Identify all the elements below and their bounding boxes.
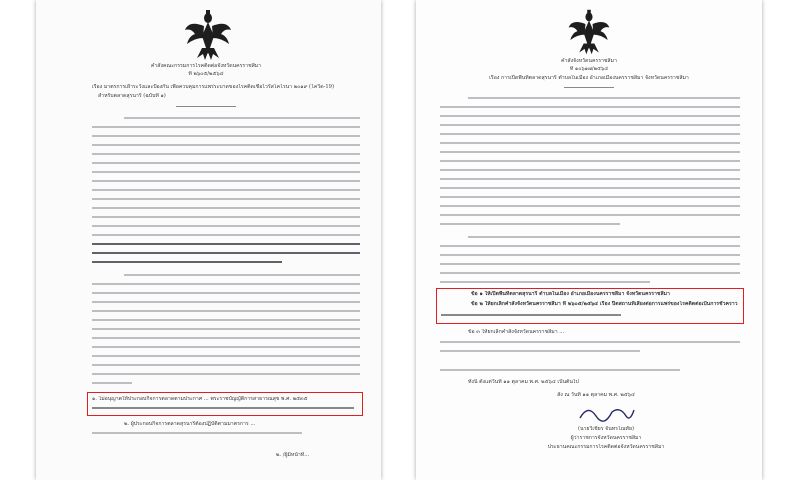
text-line	[440, 205, 740, 207]
text-line	[92, 189, 360, 191]
text-line-bold	[92, 261, 282, 263]
left-doc-number: ที่ ๒๖๐๕/๒๕๖๔	[188, 71, 224, 77]
right-doc-number: ที่ ๑๐๖๑๗/๒๕๖๔	[569, 66, 609, 72]
left-subject-line2: สำหรับตลาดสุรนารี (ฉบับที่ ๑)	[98, 93, 166, 99]
right-heading: คำสั่งจังหวัดนครราชสีมา	[561, 58, 617, 64]
text-line	[440, 115, 740, 117]
text-line	[92, 171, 360, 173]
garuda-emblem-icon	[566, 8, 612, 56]
left-heading: คำสั่งคณะกรรมการโรคติดต่อจังหวัดนครราชสีมา	[150, 63, 262, 69]
text-line	[440, 223, 620, 225]
text-line	[440, 245, 740, 247]
text-line	[440, 124, 740, 126]
left-footer-clause: ๒. ผู้ประกอบกิจการตลาดสุรนารีต้องปฏิบัติตามมาตรการ ...	[124, 421, 256, 427]
text-line	[92, 382, 132, 384]
text-line	[92, 432, 302, 434]
text-line-bold	[92, 243, 360, 245]
page-marker: ๒. /ผู้มีหน้าที่...	[276, 452, 310, 458]
separator	[176, 106, 236, 107]
text-line	[92, 292, 360, 294]
text-line	[440, 178, 740, 180]
text-line	[440, 187, 740, 189]
text-line	[92, 180, 360, 182]
text-line	[92, 301, 360, 303]
text-line	[440, 350, 640, 352]
text-line	[92, 207, 360, 209]
signer-role: ประธานคณะกรรมการโรคติดต่อจังหวัดนครราชสีมา	[547, 444, 665, 450]
highlight-clause: ๑. ไม่อนุญาตให้ประกอบกิจการตลาดตามประกาศ ... พระราชบัญญัติการสาธารณสุข พ.ศ. ๒๕๓๕	[92, 396, 308, 402]
text-line-bold	[92, 252, 360, 254]
highlight-item-1: ข้อ ๑ ให้เปิดพื้นที่ตลาดสุรนารี ตำบลในเมือง อำเภอเมืองนครราชสีมา จังหวัดนครราชสีมา	[471, 291, 670, 297]
text-line	[440, 196, 740, 198]
text-line	[124, 117, 360, 119]
text-line	[92, 319, 360, 321]
signature-icon	[576, 402, 636, 426]
highlight-box-right	[436, 288, 744, 324]
text-line	[92, 373, 360, 375]
text-line	[92, 126, 360, 128]
text-line	[92, 364, 360, 366]
text-line	[440, 160, 740, 162]
text-line	[92, 234, 360, 236]
text-line	[440, 214, 740, 216]
text-line	[92, 135, 360, 137]
text-line	[92, 310, 360, 312]
separator	[564, 87, 614, 88]
text-line	[92, 162, 360, 164]
text-line	[440, 263, 740, 265]
garuda-emblem-icon	[183, 8, 233, 62]
text-line	[468, 97, 740, 99]
right-document-page	[416, 0, 762, 480]
highlight-item-2: ข้อ ๒ ให้ยกเลิกคำสั่งจังหวัดนครราชสีมา ที่ ๒๖๐๕/๒๕๖๔ เรื่อง ปิดสถานที่เสี่ยงต่อการแพร่ของโรคติดต่อเป็นการชั่วคราว	[471, 301, 738, 307]
text-line	[92, 225, 360, 227]
text-line	[440, 106, 740, 108]
text-line	[92, 407, 354, 409]
text-line	[92, 198, 360, 200]
signer-name: (นายวิเชียร จันทรโณทัย)	[577, 426, 635, 432]
text-line	[440, 281, 650, 283]
text-line	[441, 314, 621, 316]
text-line	[124, 274, 360, 276]
text-line	[92, 283, 360, 285]
text-line	[440, 142, 740, 144]
text-line	[440, 341, 740, 343]
text-line	[92, 144, 360, 146]
text-line	[440, 254, 740, 256]
signer-title: ผู้ว่าราชการจังหวัดนครราชสีมา	[570, 435, 642, 441]
left-subject: เรื่อง มาตรการเฝ้าระวังและป้องกัน เพื่อควบคุมการแพร่ระบาดของโรคติดเชื้อไวรัสโคโรนา ๒๐๑๙ (โควิด-19)	[92, 84, 334, 90]
left-document-page	[36, 0, 381, 480]
text-line	[92, 153, 360, 155]
text-line	[92, 216, 360, 218]
text-line	[92, 328, 360, 330]
text-line	[92, 346, 360, 348]
right-item-3: ข้อ ๓ ให้ยกเลิกคำสั่งจังหวัดนครราชสีมา ...	[468, 329, 565, 335]
effective-date: ทั้งนี้ ตั้งแต่วันที่ ๑๑ ตุลาคม พ.ศ. ๒๕๖๔ เป็นต้นไป	[468, 379, 579, 385]
text-line	[468, 236, 740, 238]
text-line	[440, 151, 740, 153]
highlight-box-left	[87, 392, 363, 416]
text-line	[440, 169, 740, 171]
text-line	[440, 133, 740, 135]
right-subject: เรื่อง การเปิดพื้นที่ตลาดสุรนารี ตำบลในเมือง อำเภอเมืองนครราชสีมา จังหวัดนครราชสีมา	[489, 75, 689, 81]
text-line	[440, 369, 680, 371]
text-line	[92, 337, 360, 339]
text-line	[92, 355, 360, 357]
text-line	[440, 272, 740, 274]
ordered-date: สั่ง ณ วันที่ ๑๑ ตุลาคม พ.ศ. ๒๕๖๔	[557, 392, 635, 398]
